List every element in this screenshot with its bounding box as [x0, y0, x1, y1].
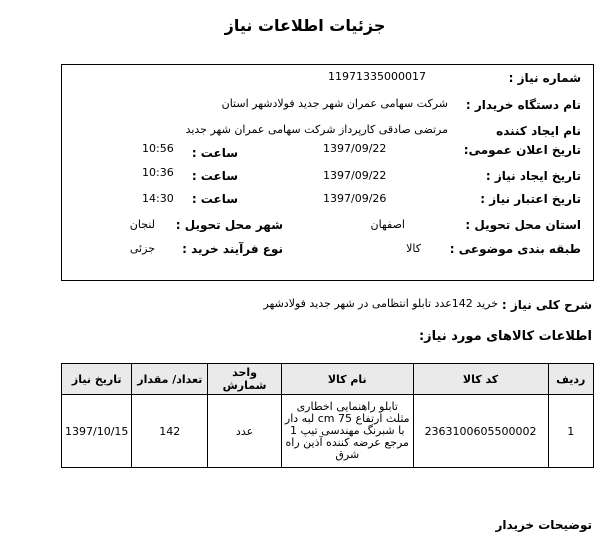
need-info-panel	[61, 64, 594, 281]
item-date: 1397/10/15	[62, 395, 132, 468]
validity-time-value: 14:30	[142, 192, 174, 205]
buyer-notes-label: توضیحات خریدار	[495, 518, 592, 532]
validity-date-value: 1397/09/26	[323, 192, 387, 205]
city-label: شهر محل تحویل :	[175, 218, 283, 232]
col-header-code: کد کالا	[413, 364, 548, 395]
goods-table-header	[62, 364, 594, 395]
category-label: طبقه بندی موضوعی :	[449, 242, 581, 256]
purchase-type-value: جزئی	[129, 242, 155, 255]
announce-time-label: ساعت :	[191, 146, 238, 160]
need-number-label: شماره نیاز :	[508, 71, 581, 85]
buyer-value: شرکت سهامی عمران شهر جدید فولادشهر استان	[221, 97, 448, 110]
item-code: 2363100605500002	[413, 395, 548, 468]
create-date-value: 1397/09/22	[323, 169, 387, 182]
creator-value: مرتضی صادقی کارپرداز شرکت سهامی عمران شهر جدید	[185, 123, 448, 136]
description-label: شرح کلی نیاز :	[501, 298, 592, 312]
buyer-label: نام دستگاه خریدار :	[465, 98, 581, 112]
item-name: تابلو راهنمایی اخطاری مثلث ارتفاع cm 75 لبه دار با شبرنگ مهندسی تیپ 1 مرجع عرضه کننده آذین راه شرق	[281, 395, 413, 468]
goods-section-title: اطلاعات کالاهای مورد نیاز:	[418, 329, 592, 344]
province-label: استان محل تحویل :	[465, 218, 581, 232]
province-value: اصفهان	[370, 218, 405, 231]
validity-time-label: ساعت :	[191, 192, 238, 206]
col-header-date: تاریخ نیاز	[62, 364, 132, 395]
need-number-value: 11971335000017	[328, 70, 426, 83]
announce-date-value: 1397/09/22	[323, 142, 387, 155]
city-value: لنجان	[129, 218, 155, 231]
col-header-unit: واحد شمارش	[208, 364, 282, 395]
create-time-label: ساعت :	[191, 169, 238, 183]
row-number: 1	[548, 395, 594, 468]
page-title: جزئیات اطلاعات نیاز	[224, 16, 386, 35]
table-row	[62, 395, 594, 468]
creator-label: نام ایجاد کننده	[496, 124, 581, 138]
col-header-row: ردیف	[548, 364, 594, 395]
announce-time-value: 10:56	[142, 142, 174, 155]
validity-date-label: تاریخ اعتبار نیاز :	[480, 192, 581, 206]
col-header-qty: تعداد/ مقدار	[132, 364, 208, 395]
item-qty: 142	[132, 395, 208, 468]
announce-date-label: تاریخ اعلان عمومی:	[463, 143, 581, 157]
goods-table	[61, 363, 594, 468]
description-value: خرید 142عدد تابلو انتظامی در شهر جدید فولادشهر	[263, 297, 498, 310]
item-unit: عدد	[208, 395, 282, 468]
create-time-value: 10:36	[142, 166, 174, 179]
purchase-type-label: نوع فرآیند خرید :	[182, 242, 283, 256]
create-date-label: تاریخ ایجاد نیاز :	[485, 169, 581, 183]
category-value: کالا	[406, 242, 421, 255]
col-header-name: نام کالا	[281, 364, 413, 395]
